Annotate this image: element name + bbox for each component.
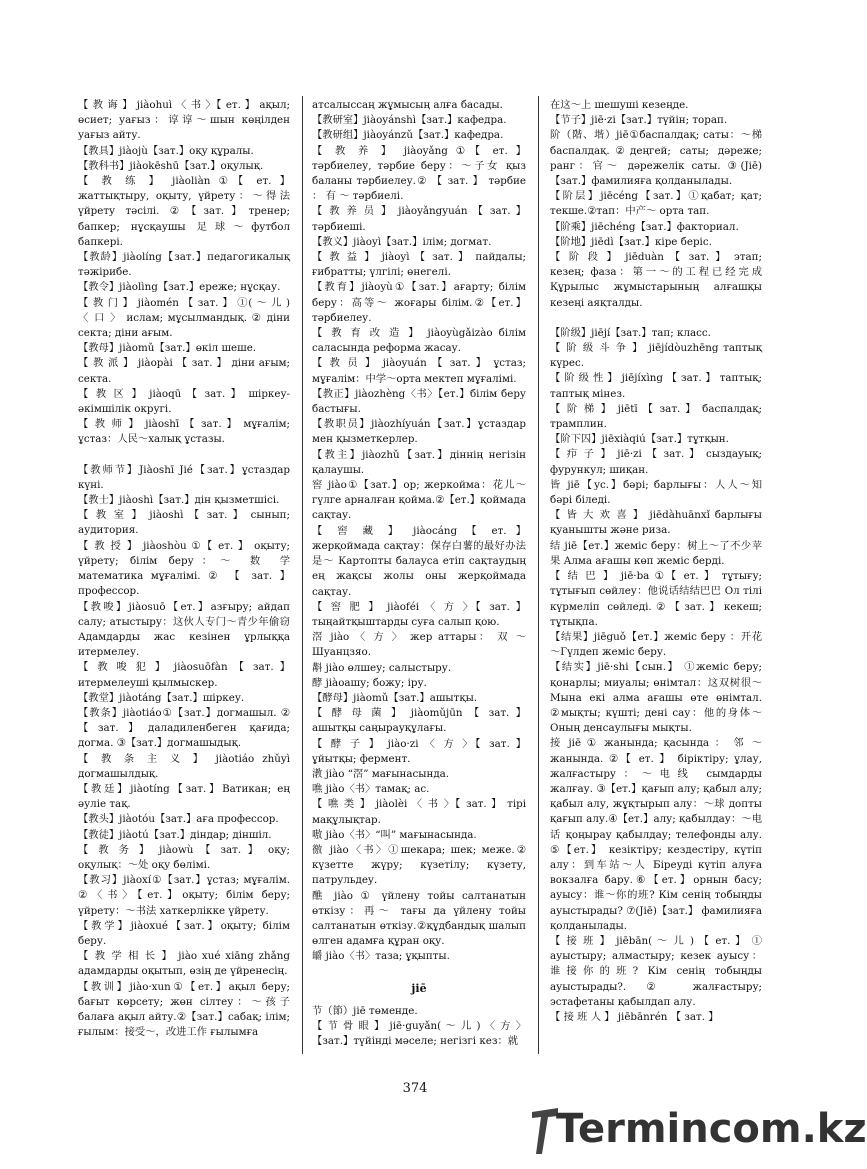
dictionary-entry: 【结果】jiēguǒ【ет.】жеміс беру ：开花～Гүлдеп жеміс беру. xyxy=(550,630,762,659)
dictionary-entry: 【教堂】jiàotáng【зат.】шіркеу. xyxy=(78,691,245,704)
dictionary-entry: 【酵母】jiàomǔ【зат.】ашытқы. xyxy=(312,691,478,704)
dictionary-entry: 结 jiē【ет.】жеміс беру：树上～了不少苹果 Алма ағашы көп жеміс берді. xyxy=(550,539,762,567)
dictionary-entry: 【结实】jiē·shi【сын.】 ①жеміс беру; қонарлы; миуалы; өнімтал：这双树很～ Мына екі алма ағашы өте өнімтал. ②мықты; күшті; дені сау：他的身体～ Оның денсаулығы мықты. xyxy=(550,661,762,735)
column-left xyxy=(78,98,290,1053)
dictionary-entry: 【 疖 子 】 jiē·zi 【 зат. 】 сыздауық; фурункул; шиқан. xyxy=(550,448,762,476)
dictionary-entry: 【 接 班 】 jiēbān( ～ 儿 ) 【 ет. 】 ① ауыстыру; алмастыру; кезек ауысу：谁接你的班? Кім сенің тобыңды ауыстырады?. ② жалғастыру; эстафетаны қабылдап алу. xyxy=(550,934,762,1008)
dictionary-entry: 【 教 员 】 jiàoyuán 【 зат. 】 ұстаз; мұғалім：中学～орта мектеп мұғалімі. xyxy=(312,357,526,385)
dictionary-entry: 【 教 条 主 义 】 jiàotiáo zhǔyì догмашылдық. xyxy=(78,752,290,780)
column-middle xyxy=(312,98,526,1053)
dictionary-entry: 【教研室】jiàoyánshì【зат.】кафедра. xyxy=(312,114,507,127)
dictionary-entry: 【 接 班 人 】 jiēbānrén 【 зат. 】 xyxy=(550,1010,719,1023)
column-divider xyxy=(302,96,303,1054)
dictionary-entry: 阶（階、堦）jiē①баспалдақ; саты：～梯 баспалдақ.②деңгей; саты; дәреже; ранг：官～ дәрежелік саты. ③(Jiē)【зат.】фамилияға қолданылады. xyxy=(550,129,762,188)
dictionary-entry: 【教研组】jiàoyánzǔ【зат.】кафедра. xyxy=(312,129,504,142)
dictionary-entry: 【阶层】jiēcéng【зат.】①қабат; қат; текше.②тап：中产～ орта тап. xyxy=(550,190,762,218)
dictionary-entry: 【 结 巴 】 jiē·ba ①【 ет. 】 тұтығу; тұтығып сөйлеу：他说话结结巴巴 Ол тілі күрмеліп сөйледі.②【зат.】кекеш; тұтықпа. xyxy=(550,570,762,628)
dictionary-entry: 【节子】jiē·zi【зат.】түйін; торап. xyxy=(550,114,728,127)
dictionary-entry: 【阶级】jiējí【зат.】тап; класс. xyxy=(550,326,711,339)
watermark-logo xyxy=(530,1100,867,1160)
dictionary-entry: 【教师节】Jiàoshī Jié【зат.】ұстаздар күні. xyxy=(78,463,290,491)
dictionary-entry: 【 教 唆 犯 】 jiàosuōfàn 【 зат. 】 итермелеуші қылмыскер. xyxy=(78,661,290,689)
dictionary-entry: 漖 jiào “滘” мағынасында. xyxy=(312,767,450,780)
dictionary-entry: 【 教 养 员 】 jiàoyǎngyuán 【 зат. 】 тәрбиеші. xyxy=(312,205,526,233)
dictionary-entry: 【 阶 级 性 】 jiējíxìng 【 зат. 】 таптық; таптық мінез. xyxy=(550,372,762,400)
dictionary-entry: 【 教 诲 】 jiàohuì 〈 书 〉【 ет. 】 ақыл; өсиет; уағыз：谆谆～шын көңілден уағыз айту. xyxy=(78,99,290,142)
dictionary-entry: 节（節）jiē төменде. xyxy=(312,1004,418,1017)
dictionary-entry: 【 教 室 】 jiàoshì 【 зат. 】 сынып; аудитория. xyxy=(78,509,290,537)
dictionary-entry: 徼 jiào〈书〉①шекара; шек; межe.② күзетте жүру; күзетілу; күзету, патрульдеу. xyxy=(312,843,526,887)
dictionary-entry: 【教职员】jiàozhíyuán【зат.】ұстаздар мен қызметкерлер. xyxy=(312,418,526,446)
dictionary-entry: 【 教 养 】 jiàoyǎng ①【 ет. 】 тәрбиелеу, тәрбие беру：～子女 қыз баланы тәрбиелеу.② 【 зат. 】 тәрбие ： 有 ～ тәрбиелі. xyxy=(312,144,526,203)
dictionary-entry: 【教廷】jiàotíng【зат.】Ватикан; ең әуліе тақ. xyxy=(78,782,290,811)
dictionary-entry: 接 jiē ① жанында; қасында ： 邻 ～жанында. ②【 ет. 】 біріктіру; ұлау, жалғастыру：～电线 сымдарды жалғау. ③【ет.】қағып алу; қабыл алу; қабыл алу, жұқтырып алу：～球 допты қағып алу.④【ет.】алу; қабылдау：～电话 қоңырау қабылдау; телефонды алу. ⑤【ет.】 кезіктіру; кездестіру, күтіп алу：到车站～人 Біреуді күтіп алуға вокзалға бару.⑥【ет.】орнын басу; ауысу：谁～你的班? Кім сенің тобыңды ауыстырады? ⑦(Jiē)【зат.】 фамилияға қолданылады. xyxy=(550,737,762,932)
dictionary-entry: 嗷 jiào〈书〉“叫” мағынасында. xyxy=(312,828,477,841)
dictionary-entry: 【 阶 段 】 jiēduàn 【 зат. 】 этап; кезең; фаза：第一～的工程已经完成 Құрылыс жұмыстарының алғашқы кезеңі аяқталды. xyxy=(550,251,762,309)
dictionary-entry: 【 酵 母 菌 】 jiàomǔjūn 【 зат. 】 ашытқы саңырауқұлағы. xyxy=(312,707,526,735)
dictionary-entry: 【阶乘】jiēchéng【зат.】факториал. xyxy=(550,220,739,233)
column-right xyxy=(550,98,762,1053)
dictionary-entry: 【教令】jiàolìng【зат.】ереже; нұсқау. xyxy=(78,281,281,294)
dictionary-entry: 【教唆】jiàosuō【ет.】азғыру; айдап салу; атыстыру：这伙人专门～青少年偷窃 Адамдарды жас кезінен ұрлыққа итермелеу. xyxy=(78,600,290,659)
dictionary-entry: 【教士】jiàoshì【зат.】дін қызметшісі. xyxy=(78,494,280,507)
dictionary-entry: 【教主】jiàozhǔ【зат.】діннің негізін қалаушы. xyxy=(312,448,526,476)
dictionary-entry: 【 教 练 】 jiàoliàn ①【 ет. 】 жаттықтыру, оқыту, үйрету：～得法 үйрету тәсілі. ②【зат.】тренер; бапкер; нұсқаушы 足球～футбол бапкері. xyxy=(78,175,290,248)
column-divider xyxy=(538,96,539,1054)
watermark-text: Termincom.kz xyxy=(556,1106,867,1152)
dictionary-entry: 在这～上 шешуші кезеңде. xyxy=(550,99,689,111)
dictionary-entry: 【 教 门 】 jiàomén 【 зат. 】 ①( ～ 儿 ) 〈 口 〉 ислам; мұсылмандық. ② діни секта; діни ағым. xyxy=(78,296,290,340)
dictionary-entry: 【 教 务 】 jiàowù 【 зат. 】 оқу; оқулық：～处 оқу бөлімі. xyxy=(78,843,290,871)
dictionary-entry: 【 教 派 】 jiàopài 【 зат. 】 діни ағым; секта. xyxy=(78,357,290,385)
dictionary-entry: 【教龄】jiàolíng【зат.】педагогикалық тәжірибе. xyxy=(78,251,290,279)
dictionary-entry: 噍 jiào〈书〉тамақ; ас. xyxy=(312,783,430,796)
page-number: 374 xyxy=(402,1081,428,1096)
dictionary-entry: 【 节 骨 眼 】 jiē·guyǎn( ～ 儿 ) 〈 方 〉【зат.】түйінді мәселе; негізгі кез：就 xyxy=(312,1019,526,1048)
dictionary-entry: 【教育】jiàoyù①【зат.】ағарту; білім беру：高等～ жоғары білім.②【ет.】тәрбиелеу. xyxy=(312,281,526,324)
dictionary-entry: 【 窖 藏 】 jiàocáng 【 ет. 】 жерқоймада сақтау：保存白薯的最好办法是～ Картопты балауса етіп сақтаудың ең жақсы жолы оны жерқоймада сақтау. xyxy=(312,524,526,598)
dictionary-entry: 【 噍 类 】 jiàolèi 〈 书 〉【 зат. 】 тірі мақұлықтар. xyxy=(312,798,526,826)
dictionary-entry: 【 教 益 】 jiàoyì 【 зат. 】 пайдалы; ғибратты; үлгілі; өнегелі. xyxy=(312,251,526,279)
dictionary-entry: 【阶下囚】jiēxiàqiú【зат.】тұтқын. xyxy=(550,433,729,446)
dictionary-entry: 斠 jiào өлшеу; салыстыру. xyxy=(312,661,452,674)
dictionary-entry: 【教条】jiàotiáo①【зат.】догмашыл. ②【зат.】даладиленбеген қағида; догма. ③【зат.】догмашыдық. xyxy=(78,706,290,750)
dictionary-entry: 【教科书】jiàokēshū【зат.】оқулық. xyxy=(78,159,264,172)
dictionary-entry: 【教正】jiàozhèng〈书〉【ет.】білім беру бастығы. xyxy=(312,387,526,416)
dictionary-entry: 【 教 区 】 jiàoqū 【 зат. 】 шіркеу-әкімшілік округі. xyxy=(78,387,290,416)
dictionary-entry: 【 酵 子 】 jiào·zi 〈 方 〉【 зат. 】 ұйытқы; фермент. xyxy=(312,737,526,765)
section-heading: jiē xyxy=(411,981,427,995)
dictionary-entry: 【教习】jiàoxí①【зат.】ұстаз; мұғалім. ②〈书〉【ет.】оқыту; білім беру; үйрету：～书法 хаткерлікке үйрету. xyxy=(78,874,290,917)
dictionary-entry: 【 阶 级 斗 争 】 jiējídòuzhēng таптық күрес. xyxy=(550,342,762,370)
dictionary-entry: 【 窖 肥 】 jiàoféi 〈 方 〉【 зат. 】 тыңайтқыштарды суға салып қою. xyxy=(312,600,526,628)
dictionary-entry: 【教学】jiàoxué【зат.】оқыту; білім беру. xyxy=(78,919,290,947)
dictionary-entry: 醮 jiào ① үйлену тойы салтанатын өткізу：再～ тағы да үйлену тойы салтанатын өткізу.②құдбандық шалып өлген адамға құран оқу. xyxy=(312,889,526,948)
dictionary-entry: 皭 jiào〈书〉таза; ұқыпты. xyxy=(312,950,450,963)
dictionary-entry: 【 教 育 改 造 】 jiàoyùgǎizào білім саласында реформа жасау. xyxy=(312,327,526,355)
dictionary-entry: 【 教 师 】 jiàoshī 【 зат. 】 мұғалім; ұстаз：人民～халық ұстазы. xyxy=(78,418,290,446)
dictionary-entry: атсалыссаң жұмысың алға басады. xyxy=(312,99,503,111)
dictionary-entry: 【 教 学 相 长 】 jiào xué xiāng zhǎng адамдарды оқытып, өзің де үйренесің. xyxy=(78,950,290,978)
dictionary-entry: 【教训】jiào·xun①【ет.】ақыл беру; бағыт көрсету; жөн сілтеу：～孩子 балаға ақыл айту.②【зат.】сабақ; ілім; ғылым：接受～，改进工作 ғылымға xyxy=(78,980,290,1039)
dictionary-entry: 【教母】jiàomǔ【зат.】өкіл шеше. xyxy=(78,342,257,355)
dictionary-entry: 【 教 授 】 jiàoshòu ①【 ет. 】 оқыту; үйрету; білім беру：～ 数 学 математика мұғалімі. ② 【 зат. 】 профессор. xyxy=(78,539,290,598)
dictionary-entry: 【 皆 大 欢 喜 】 jiēdàhuānxǐ барлығы қуанышты және риза. xyxy=(550,509,762,537)
dictionary-entry: 【阶地】jiēdì【зат.】кіре беріс. xyxy=(550,235,712,248)
dictionary-entry: 皆 jiē【ус.】бәрі; барлығы：人人～知 бәрі біледі. xyxy=(550,478,762,507)
dictionary-entry: 【教义】jiàoyì【зат.】ілім; догмат. xyxy=(312,235,492,248)
dictionary-entry: 滘 jiào 〈 方 〉 жер аттары： 双 ～ Шуанцзяо. xyxy=(312,631,526,659)
dictionary-entry: 窖 jiào①【зат.】ор; жеркойма：花儿～гүлге арналған қойма.②【ет.】қоймада сақтау. xyxy=(312,479,526,522)
dictionary-entry: 【教徒】jiàotú【зат.】діндар; діншіл. xyxy=(78,828,272,841)
dictionary-entry: 酵 jiàoашу; божу; іру. xyxy=(312,676,427,689)
dictionary-entry: 【教头】jiàotóu【зат.】аға профессор. xyxy=(78,813,279,826)
dictionary-entry: 【教具】jiàojù【зат.】оқу құралы. xyxy=(78,144,254,157)
dictionary-entry: 【 阶 梯 】 jiētī 【 зат. 】 баспалдақ; трамплин. xyxy=(550,402,762,431)
